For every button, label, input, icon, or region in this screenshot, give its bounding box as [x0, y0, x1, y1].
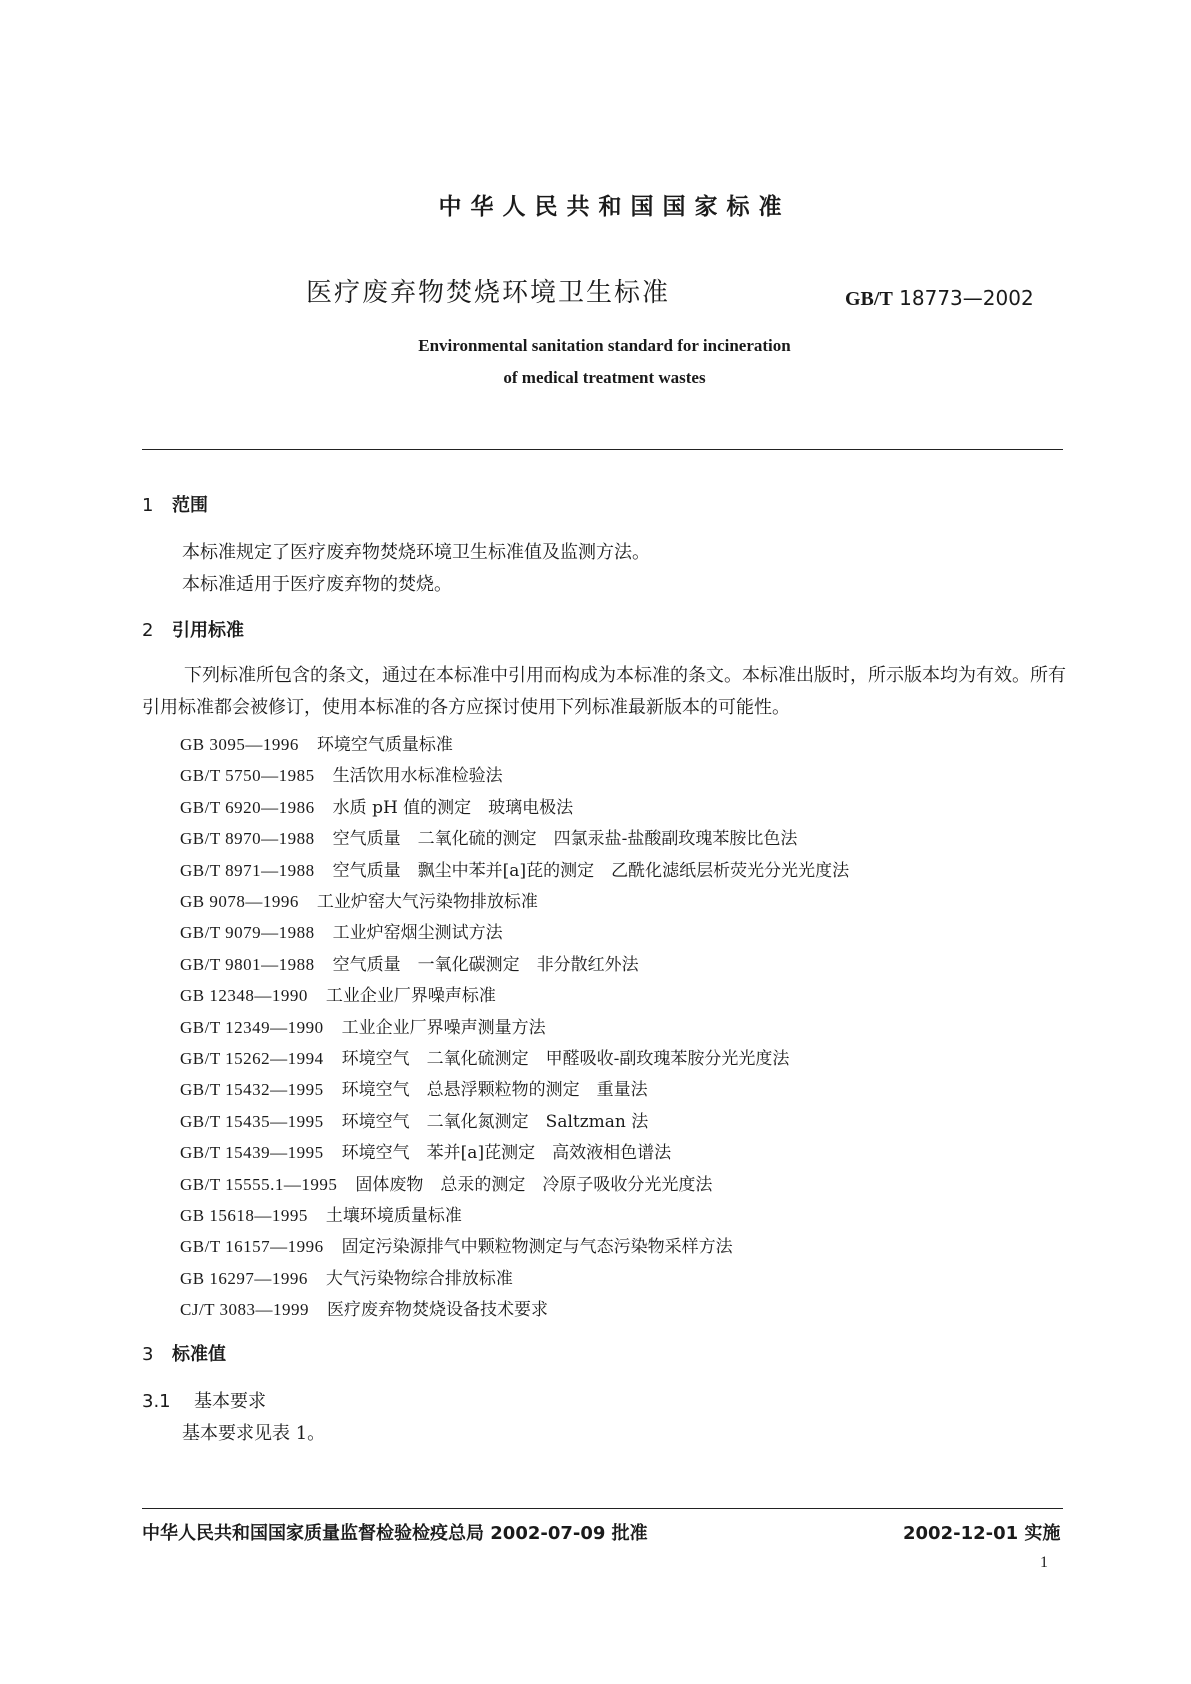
page-number: 1: [1040, 1554, 1048, 1571]
reference-code: GB/T 15555.1—1995: [180, 1174, 338, 1194]
document-title: 医疗废弃物焚烧环境卫生标准: [306, 278, 671, 308]
reference-code: GB/T 9079—1988: [180, 923, 315, 943]
approval-line: 中华人民共和国国家质量监督检验检疫总局 2002-07-09 批准: [142, 1523, 648, 1544]
reference-title: 生活饮用水标准检验法: [332, 766, 503, 787]
section-number: 1: [142, 495, 154, 516]
reference-title: 环境空气 总悬浮颗粒物的测定 重量法: [341, 1080, 648, 1101]
reference-code: CJ/T 3083—1999: [180, 1300, 310, 1320]
effective-date: 2002-12-01 实施: [903, 1523, 1061, 1544]
reference-title: 固定污染源排气中颗粒物测定与气态污染物采样方法: [341, 1237, 733, 1258]
reference-code: GB/T 8970—1988: [180, 829, 315, 849]
english-title-line-1: Environmental sanitation standard for incineration: [418, 336, 791, 355]
reference-item: [180, 793, 573, 818]
reference-item: [180, 730, 453, 755]
reference-code: GB/T 15432—1995: [180, 1080, 324, 1100]
reference-code: GB/T 12349—1990: [180, 1017, 324, 1037]
english-title-line-2: of medical treatment wastes: [503, 368, 706, 387]
section-3-heading: [142, 1340, 226, 1366]
section-1-paragraph-2: 本标准适用于医疗废弃物的焚烧。: [182, 574, 452, 595]
reference-code: GB/T 15439—1995: [180, 1143, 324, 1163]
reference-title: 空气质量 二氧化硫的测定 四氯汞盐-盐酸副玫瑰苯胺比色法: [332, 829, 798, 850]
subsection-3-1-heading: [142, 1387, 266, 1413]
reference-code: GB/T 6920—1986: [180, 797, 315, 817]
reference-code: GB/T 8971—1988: [180, 860, 315, 880]
reference-item: [180, 1075, 648, 1100]
reference-code: GB/T 15262—1994: [180, 1049, 324, 1068]
section-title: 标准值: [172, 1344, 226, 1365]
reference-item: [180, 1232, 733, 1257]
reference-code: GB 9078—1996: [180, 892, 299, 911]
reference-code: GB 3095—1996: [180, 735, 299, 754]
reference-code: GB 15618—1995: [180, 1206, 308, 1225]
reference-code: GB 16297—1996: [180, 1268, 308, 1288]
section-number: 2: [142, 620, 154, 641]
reference-item: [180, 887, 538, 912]
subsection-number: 3.1: [142, 1391, 171, 1412]
reference-item: [180, 1264, 513, 1289]
reference-code: GB 12348—1990: [180, 986, 308, 1006]
national-standard-title: 中华人民共和国国家标准: [438, 194, 791, 220]
section-number: 3: [142, 1344, 154, 1365]
reference-item: [180, 856, 849, 881]
header-divider: [142, 449, 1063, 450]
reference-item: [180, 824, 797, 849]
section-title: 引用标准: [172, 620, 244, 641]
reference-item: [180, 1013, 546, 1038]
reference-title: 环境空气 二氧化氮测定 Saltzman 法: [341, 1111, 649, 1132]
reference-item: [180, 1138, 671, 1163]
subsection-title: 基本要求: [194, 1391, 266, 1412]
footer-divider: [142, 1508, 1063, 1509]
reference-title: 固体废物 总汞的测定 冷原子吸收分光光度法: [355, 1174, 713, 1195]
section-1-heading: [142, 491, 208, 517]
reference-item: [180, 1044, 789, 1069]
reference-title: 工业企业厂界噪声标准: [325, 986, 496, 1007]
reference-code: GB/T 5750—1985: [180, 766, 315, 786]
reference-item: [180, 1295, 548, 1320]
reference-item: [180, 1170, 712, 1195]
reference-item: [180, 761, 503, 786]
reference-item: [180, 1201, 462, 1226]
standard-number: [845, 286, 1034, 311]
reference-item: [180, 1107, 648, 1132]
reference-title: 工业炉窑大气污染物排放标准: [316, 892, 538, 912]
section-2-heading: [142, 616, 244, 642]
reference-title: 环境空气质量标准: [316, 735, 453, 755]
reference-item: [180, 981, 496, 1006]
reference-title: 空气质量 飘尘中苯并[a]芘的测定 乙酰化滤纸层析荧光分光光度法: [332, 860, 850, 881]
reference-title: 环境空气 苯并[a]芘测定 高效液相色谱法: [341, 1143, 672, 1164]
reference-title: 空气质量 一氧化碳测定 非分散红外法: [332, 954, 639, 975]
reference-title: 大气污染物综合排放标准: [325, 1268, 513, 1289]
section-title: 范围: [172, 495, 208, 516]
subsection-3-1-paragraph: 基本要求见表 1。: [182, 1423, 326, 1444]
reference-item: [180, 950, 639, 975]
reference-code: GB/T 16157—1996: [180, 1237, 324, 1257]
section-2-intro: 下列标准所包含的条文，通过在本标准中引用而构成为本标准的条文。本标准出版时，所示版本均为有效。所有引用标准都会被修订，使用本标准的各方应探讨使用下列标准最新版本的可能性。: [142, 665, 1066, 718]
reference-title: 水质 pH 值的测定 玻璃电极法: [332, 797, 574, 818]
reference-title: 医疗废弃物焚烧设备技术要求: [327, 1300, 549, 1321]
standard-prefix: GB/T: [845, 288, 893, 310]
reference-title: 土壤环境质量标准: [325, 1206, 462, 1226]
reference-title: 工业企业厂界噪声测量方法: [341, 1017, 546, 1038]
reference-title: 环境空气 二氧化硫测定 甲醛吸收-副玫瑰苯胺分光光度法: [341, 1049, 790, 1069]
reference-title: 工业炉窑烟尘测试方法: [332, 923, 503, 944]
reference-code: GB/T 15435—1995: [180, 1111, 324, 1131]
reference-item: [180, 918, 503, 943]
section-1-paragraph-1: 本标准规定了医疗废弃物焚烧环境卫生标准值及监测方法。: [182, 542, 650, 563]
reference-code: GB/T 9801—1988: [180, 954, 315, 974]
standard-code: 18773—2002: [899, 286, 1034, 310]
